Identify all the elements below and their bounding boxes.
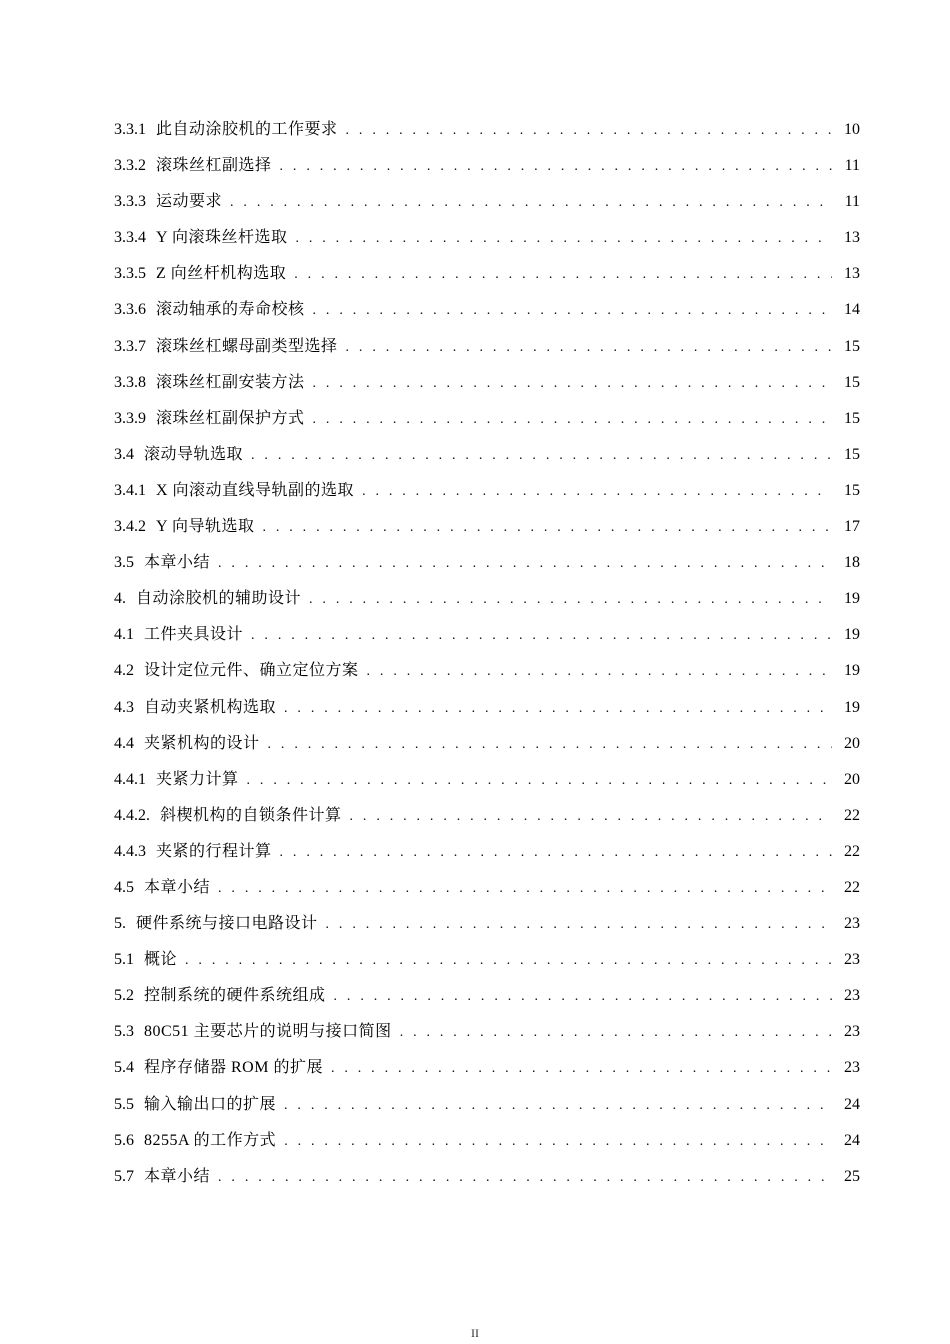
toc-entry-title: Z 向丝杆机构选取	[156, 265, 287, 283]
toc-entry-number: 4.2	[114, 662, 134, 680]
toc-entry-title: 滚珠丝杠副保护方式	[156, 409, 305, 427]
toc-entry-title: 硬件系统与接口电路设计	[136, 915, 318, 933]
toc-entry-title: 概论	[144, 951, 178, 969]
toc-entry[interactable]	[114, 1093, 860, 1129]
toc-entry-number: 5.2	[114, 987, 134, 1005]
toc-entry-title: 程序存储器 ROM 的扩展	[144, 1059, 323, 1077]
toc-entry-page: 23	[844, 1059, 860, 1077]
dot-leader	[309, 588, 832, 612]
table-of-contents	[114, 118, 860, 1205]
toc-entry-page: 15	[844, 337, 860, 355]
toc-entry-number: 5.5	[114, 1095, 134, 1113]
toc-entry-title: 滚珠丝杠副安装方法	[156, 373, 305, 391]
toc-entry[interactable]	[114, 876, 860, 912]
toc-entry[interactable]	[114, 371, 860, 407]
dot-leader	[331, 1057, 832, 1081]
toc-entry-page: 15	[844, 373, 860, 391]
toc-entry-number: 5.3	[114, 1023, 134, 1041]
dot-leader	[284, 697, 832, 721]
toc-entry-number: 4.4.3	[114, 842, 146, 860]
toc-entry-page: 17	[844, 518, 860, 536]
toc-entry[interactable]	[114, 804, 860, 840]
toc-entry-title: 自动涂胶机的辅助设计	[136, 590, 302, 608]
toc-entry-title: 运动要求	[156, 193, 223, 211]
dot-leader	[367, 660, 832, 684]
toc-entry-number: 4.1	[114, 626, 134, 644]
dot-leader	[251, 444, 832, 468]
dot-leader	[268, 733, 832, 757]
toc-entry-page: 19	[844, 590, 860, 608]
toc-entry-title: 滚珠丝杠螺母副类型选择	[156, 337, 338, 355]
toc-entry-page: 22	[844, 806, 860, 824]
toc-entry-number: 3.3.4	[114, 229, 146, 247]
toc-entry[interactable]	[114, 407, 860, 443]
dot-leader	[218, 877, 832, 901]
toc-entry-number: 3.3.8	[114, 373, 146, 391]
toc-entry-title: X 向滚动直线导轨副的选取	[156, 481, 355, 499]
toc-entry[interactable]	[114, 1129, 860, 1165]
toc-entry-number: 5.1	[114, 951, 134, 969]
dot-leader	[334, 985, 832, 1009]
toc-entry-page: 19	[844, 626, 860, 644]
toc-entry-page: 23	[844, 987, 860, 1005]
toc-entry-number: 5.6	[114, 1131, 134, 1149]
toc-entry-page: 23	[844, 1023, 860, 1041]
toc-entry[interactable]	[114, 984, 860, 1020]
toc-entry-page: 19	[844, 698, 860, 716]
dot-leader	[280, 155, 832, 179]
toc-entry-title: 自动夹紧机构选取	[144, 698, 277, 716]
toc-entry-title: 夹紧的行程计算	[156, 842, 272, 860]
toc-entry-title: 80C51 主要芯片的说明与接口简图	[144, 1023, 392, 1041]
toc-entry[interactable]	[114, 443, 860, 479]
toc-entry-number: 4.	[114, 590, 126, 608]
dot-leader	[262, 516, 832, 540]
toc-entry-page: 22	[844, 878, 860, 896]
toc-entry-title: 设计定位元件、确立定位方案	[144, 662, 359, 680]
toc-entry-title: 本章小结	[144, 1167, 211, 1185]
toc-entry-page: 10	[844, 121, 860, 138]
dot-leader	[313, 372, 832, 396]
dot-leader	[326, 913, 832, 937]
dot-leader	[313, 299, 832, 323]
dot-leader	[185, 949, 832, 973]
toc-entry-page: 14	[844, 301, 860, 319]
toc-entry-number: 3.3.9	[114, 409, 146, 427]
toc-entry-page: 13	[844, 229, 860, 247]
dot-leader	[280, 841, 832, 865]
toc-entry[interactable]	[114, 1165, 860, 1205]
toc-entry-page: 11	[844, 157, 860, 175]
toc-entry[interactable]	[114, 551, 860, 587]
toc-entry-number: 4.5	[114, 878, 134, 896]
toc-entry-title: 夹紧机构的设计	[144, 734, 260, 752]
dot-leader	[218, 552, 832, 576]
toc-entry-number: 3.3.6	[114, 301, 146, 319]
toc-entry[interactable]	[114, 298, 860, 334]
toc-entry-page: 24	[844, 1131, 860, 1149]
dot-leader	[346, 119, 832, 143]
toc-entry[interactable]	[114, 154, 860, 190]
dot-leader	[350, 805, 832, 829]
toc-entry-number: 5.	[114, 915, 126, 933]
toc-entry-page: 23	[844, 951, 860, 969]
toc-entry-number: 3.3.2	[114, 157, 146, 175]
toc-entry-number: 3.3.1	[114, 121, 146, 138]
toc-entry-number: 4.4.2.	[114, 806, 150, 824]
toc-entry-title: Y 向滚珠丝杆选取	[156, 229, 288, 247]
toc-entry-page: 15	[844, 445, 860, 463]
dot-leader	[247, 769, 832, 793]
toc-entry[interactable]	[114, 515, 860, 551]
toc-entry-title: 工件夹具设计	[144, 626, 244, 644]
toc-entry-number: 3.3.7	[114, 337, 146, 355]
toc-entry-title: 此自动涂胶机的工作要求	[156, 121, 338, 138]
toc-entry-page: 22	[844, 842, 860, 860]
toc-entry-number: 4.4	[114, 734, 134, 752]
toc-entry-number: 3.4.2	[114, 518, 146, 536]
dot-leader	[346, 336, 832, 360]
toc-entry-number: 4.3	[114, 698, 134, 716]
toc-entry[interactable]	[114, 335, 860, 371]
toc-entry-page: 18	[844, 554, 860, 572]
toc-entry[interactable]	[114, 1056, 860, 1092]
toc-entry-number: 5.7	[114, 1167, 134, 1185]
toc-entry[interactable]	[114, 696, 860, 732]
toc-entry-number: 3.5	[114, 554, 134, 572]
toc-entry-title: 滚珠丝杠副选择	[156, 157, 272, 175]
toc-entry[interactable]	[114, 479, 860, 515]
toc-entry[interactable]	[114, 623, 860, 659]
toc-entry[interactable]	[114, 732, 860, 768]
toc-entry[interactable]	[114, 1020, 860, 1056]
toc-entry[interactable]	[114, 948, 860, 984]
dot-leader	[284, 1130, 832, 1154]
toc-entry-title: 输入输出口的扩展	[144, 1095, 277, 1113]
toc-entry-page: 23	[844, 915, 860, 933]
toc-entry[interactable]	[114, 659, 860, 695]
toc-entry[interactable]	[114, 840, 860, 876]
toc-entry-title: 控制系统的硬件系统组成	[144, 987, 326, 1005]
toc-entry-number: 3.3.3	[114, 193, 146, 211]
toc-entry-page: 15	[844, 481, 860, 499]
toc-entry-title: 本章小结	[144, 554, 211, 572]
toc-entry-title: 本章小结	[144, 878, 211, 896]
toc-entry-page: 20	[844, 770, 860, 788]
toc-entry-page: 24	[844, 1095, 860, 1113]
toc-entry-page: 11	[844, 193, 860, 211]
toc-entry-number: 3.4	[114, 445, 134, 463]
toc-entry-number: 4.4.1	[114, 770, 146, 788]
toc-entry-page: 25	[844, 1167, 860, 1185]
toc-entry[interactable]	[114, 912, 860, 948]
toc-entry-number: 3.3.5	[114, 265, 146, 283]
toc-entry[interactable]	[114, 768, 860, 804]
dot-leader	[362, 480, 832, 504]
toc-entry[interactable]	[114, 262, 860, 298]
toc-entry-page: 13	[844, 265, 860, 283]
toc-entry[interactable]	[114, 226, 860, 262]
toc-entry-title: 8255A 的工作方式	[144, 1131, 277, 1149]
page-number: II	[471, 1326, 479, 1340]
dot-leader	[313, 408, 832, 432]
dot-leader	[400, 1021, 832, 1045]
toc-entry-title: 斜楔机构的自锁条件计算	[160, 806, 342, 824]
toc-entry-title: Y 向导轨选取	[156, 518, 255, 536]
dot-leader	[218, 1166, 832, 1190]
dot-leader	[251, 624, 832, 648]
toc-entry-title: 夹紧力计算	[156, 770, 239, 788]
dot-leader	[294, 263, 832, 287]
dot-leader	[230, 191, 832, 215]
toc-entry-number: 5.4	[114, 1059, 134, 1077]
dot-leader	[284, 1094, 832, 1118]
toc-entry-number: 3.4.1	[114, 481, 146, 499]
toc-entry[interactable]	[114, 190, 860, 226]
toc-entry[interactable]	[114, 118, 860, 154]
toc-entry-page: 15	[844, 409, 860, 427]
dot-leader	[295, 227, 832, 251]
toc-entry-page: 19	[844, 662, 860, 680]
toc-entry-title: 滚动轴承的寿命校核	[156, 301, 305, 319]
toc-entry[interactable]	[114, 587, 860, 623]
toc-entry-page: 20	[844, 734, 860, 752]
toc-entry-title: 滚动导轨选取	[144, 445, 244, 463]
